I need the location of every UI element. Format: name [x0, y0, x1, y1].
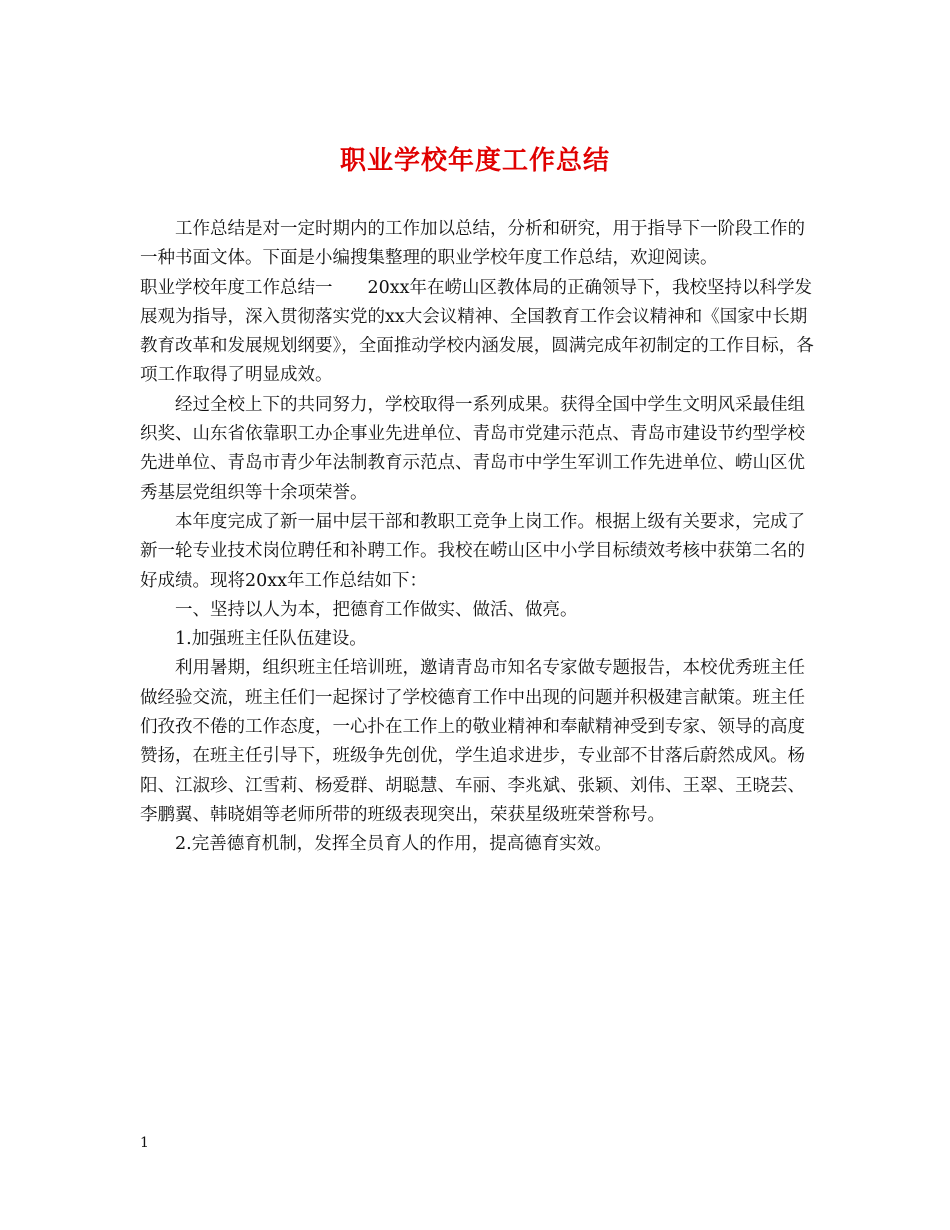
paragraph-class-teachers: 利用暑期，组织班主任培训班，邀请青岛市知名专家做专题报告，本校优秀班主任做经验交流，班主任们一起探讨了学校德育工作中出现的问题并积极建言献策。班主任们孜孜不倦的工作态度，一心扑在工作上的敬业精神和奉献精神受到专家、领导的高度赞扬，在班主任引导下，班级争先创优，学生追求进步，专业部不甘落后蔚然成风。杨阳、江淑珍、江雪莉、杨爱群、胡聪慧、车丽、李兆斌、张颖、刘伟、王翠、王晓芸、李鹏翼、韩晓娟等老师所带的班级表现突出，荣获星级班荣誉称号。: [140, 658, 805, 825]
section-heading-one: 一、坚持以人为本，把德育工作做实、做活、做亮。: [175, 599, 578, 620]
page-title: 职业学校年度工作总结: [339, 146, 610, 176]
subsection-heading-two: 2.完善德育机制，发挥全员育人的作用，提高德育实效。: [175, 834, 612, 855]
paragraph-intro: 工作总结是对一定时期内的工作加以总结，分析和研究，用于指导下一阶段工作的一种书面文体。下面是小编搜集整理的职业学校年度工作总结，欢迎阅读。: [140, 219, 805, 269]
paragraph-achievements: 经过全校上下的共同努力，学校取得一系列成果。获得全国中学生文明风采最佳组织奖、山东省依靠职工办企事业先进单位、青岛市党建示范点、青岛市建设节约型学校先进单位、青岛市青少年法制教育示范点、青岛市中学生军训工作先进单位、崂山区优秀基层党组织等十余项荣誉。: [140, 394, 805, 503]
paragraph-annual-work: 本年度完成了新一届中层干部和教职工竞争上岗工作。根据上级有关要求，完成了新一轮专业技术岗位聘任和补聘工作。我校在崂山区中小学目标绩效考核中获第二名的好成绩。现将20xx年工作总结如下：: [140, 511, 805, 591]
subsection-heading-one: 1.加强班主任队伍建设。: [175, 629, 367, 650]
paragraph-summary-one: 职业学校年度工作总结一 20xx年在崂山区教体局的正确领导下，我校坚持以科学发展观为指导，深入贯彻落实党的xx大会议精神、全国教育工作会议精神和《国家中长期教育改革和发展规划纲要》，全面推动学校内涵发展，圆满完成年初制定的工作目标，各项工作取得了明显成效。: [140, 277, 814, 386]
page-number: 1: [140, 1135, 149, 1151]
document-body: [140, 215, 816, 860]
